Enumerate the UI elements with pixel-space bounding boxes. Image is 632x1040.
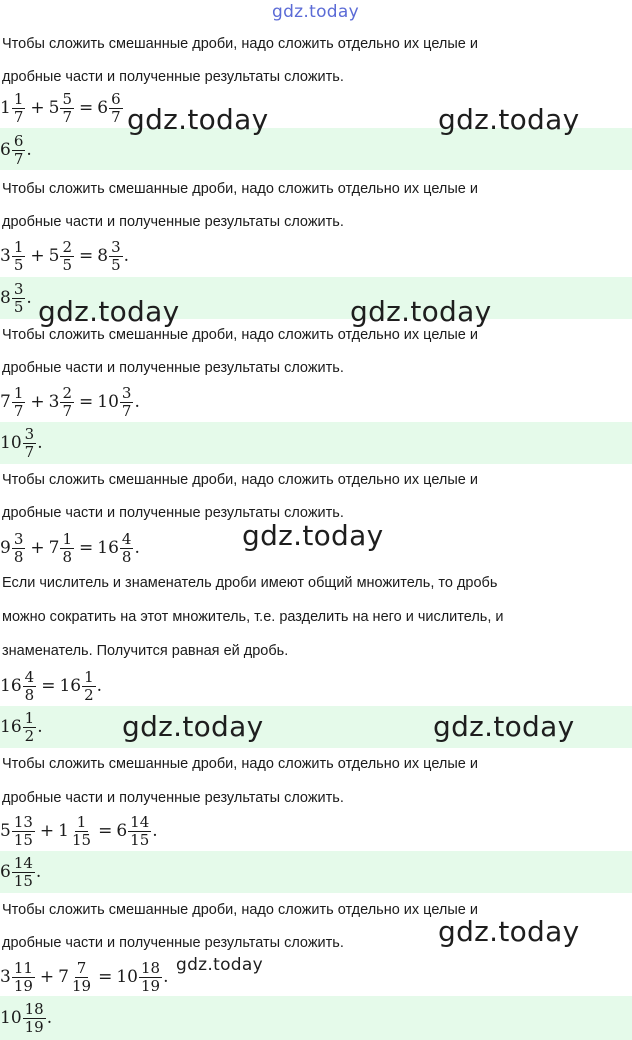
fraction xyxy=(120,529,134,566)
fraction xyxy=(12,131,26,168)
plus-sign: + xyxy=(39,967,55,987)
period: . xyxy=(26,140,32,160)
answer-expression xyxy=(0,852,41,892)
math-expression xyxy=(0,666,102,706)
fraction xyxy=(70,812,93,849)
denominator: 5 xyxy=(111,255,121,274)
fraction xyxy=(12,237,26,274)
numerator: 3 xyxy=(111,237,121,256)
watermark: gdz.today xyxy=(176,955,263,975)
denominator: 8 xyxy=(62,547,72,566)
numerator: 1 xyxy=(13,383,24,402)
whole-part: 9 xyxy=(0,538,11,558)
denominator: 2 xyxy=(24,726,35,745)
whole-part: 16 xyxy=(0,676,22,696)
rule-text: Чтобы сложить смешанные дроби, надо сложить отдельно их целые и xyxy=(2,472,478,488)
fraction xyxy=(12,383,26,420)
fraction xyxy=(12,812,35,849)
rule-text: можно сократить на этот множитель, т.е. разделить на него и числитель, и xyxy=(2,609,504,625)
whole-part: 1 xyxy=(58,821,69,841)
rule-text: Чтобы сложить смешанные дроби, надо сложить отдельно их целые и xyxy=(2,902,478,918)
period: . xyxy=(37,433,43,453)
denominator: 7 xyxy=(121,401,132,420)
denominator: 15 xyxy=(130,830,150,849)
period: . xyxy=(134,538,140,558)
rule-text: Чтобы сложить смешанные дроби, надо сложить отдельно их целые и xyxy=(2,756,478,772)
denominator: 5 xyxy=(13,297,24,316)
rule-text: дробные части и полученные результаты сложить. xyxy=(2,360,344,376)
answer-expression xyxy=(0,998,52,1038)
plus-sign: + xyxy=(30,246,45,266)
numerator: 14 xyxy=(130,812,150,831)
equals-sign: = xyxy=(41,676,56,696)
whole-part: 10 xyxy=(116,967,138,987)
answer-expression xyxy=(0,278,32,318)
whole-part: 10 xyxy=(97,392,119,412)
watermark: gdz.today xyxy=(350,295,492,328)
fraction xyxy=(60,89,74,126)
numerator: 6 xyxy=(111,89,121,108)
denominator: 8 xyxy=(24,685,35,704)
site-logo[interactable]: gdz.today xyxy=(272,2,359,22)
math-expression xyxy=(0,528,140,568)
numerator: 1 xyxy=(76,812,87,831)
numerator: 7 xyxy=(76,958,87,977)
answer-highlight xyxy=(0,996,632,1040)
denominator: 8 xyxy=(121,547,132,566)
answer-highlight xyxy=(0,422,632,464)
fraction xyxy=(109,237,123,274)
rule-text: дробные части и полученные результаты сложить. xyxy=(2,69,344,85)
denominator: 2 xyxy=(84,685,94,704)
rule-text: Чтобы сложить смешанные дроби, надо сложить отдельно их целые и xyxy=(2,36,478,52)
numerator: 5 xyxy=(62,89,72,108)
whole-part: 5 xyxy=(48,98,60,118)
watermark: gdz.today xyxy=(127,103,269,136)
fraction xyxy=(109,89,123,126)
numerator: 18 xyxy=(24,999,44,1018)
whole-part: 1 xyxy=(0,98,11,118)
numerator: 3 xyxy=(121,383,132,402)
period: . xyxy=(123,246,130,266)
plus-sign: + xyxy=(30,538,45,558)
period: . xyxy=(152,821,158,841)
fraction xyxy=(23,667,37,704)
watermark: gdz.today xyxy=(122,710,264,743)
period: . xyxy=(37,717,43,737)
rule-text: Чтобы сложить смешанные дроби, надо сложить отдельно их целые и xyxy=(2,181,478,197)
whole-part: 7 xyxy=(48,538,60,558)
fraction xyxy=(12,529,26,566)
numerator: 1 xyxy=(13,237,24,256)
numerator: 6 xyxy=(13,131,24,150)
watermark: gdz.today xyxy=(242,519,384,552)
numerator: 11 xyxy=(13,958,33,977)
fraction xyxy=(60,237,74,274)
fraction xyxy=(23,708,37,745)
watermark: gdz.today xyxy=(438,915,580,948)
fraction xyxy=(120,383,134,420)
denominator: 5 xyxy=(62,255,72,274)
denominator: 5 xyxy=(13,255,24,274)
denominator: 8 xyxy=(13,547,24,566)
fraction xyxy=(12,853,35,890)
math-expression xyxy=(0,811,158,851)
rule-text: дробные части и полученные результаты сложить. xyxy=(2,935,344,951)
numerator: 3 xyxy=(13,529,24,548)
equals-sign: = xyxy=(79,246,94,266)
whole-part: 5 xyxy=(48,246,60,266)
numerator: 14 xyxy=(13,853,33,872)
equals-sign: = xyxy=(79,98,94,118)
fraction xyxy=(23,424,37,461)
math-expression xyxy=(0,382,140,422)
answer-expression xyxy=(0,423,43,463)
whole-part: 3 xyxy=(48,392,60,412)
period: . xyxy=(96,676,103,696)
whole-part: 6 xyxy=(116,821,128,841)
numerator: 1 xyxy=(24,708,35,727)
whole-part: 6 xyxy=(0,140,11,160)
rule-text: дробные части и полученные результаты сложить. xyxy=(2,214,344,230)
fraction xyxy=(60,529,74,566)
denominator: 7 xyxy=(13,107,24,126)
whole-part: 16 xyxy=(0,717,22,737)
equals-sign: = xyxy=(79,538,94,558)
denominator: 19 xyxy=(140,976,161,995)
math-expression xyxy=(0,236,129,276)
numerator: 3 xyxy=(13,279,24,298)
denominator: 19 xyxy=(24,1017,44,1036)
math-expression xyxy=(0,88,124,128)
fraction xyxy=(12,279,26,316)
rule-text: знаменатель. Получится равная ей дробь. xyxy=(2,643,289,659)
whole-part: 6 xyxy=(0,862,11,882)
whole-part: 6 xyxy=(97,98,109,118)
numerator: 4 xyxy=(121,529,132,548)
rule-text: Если числитель и знаменатель дроби имеют общий множитель, то дробь xyxy=(2,575,498,591)
numerator: 2 xyxy=(62,383,72,402)
denominator: 15 xyxy=(13,830,33,849)
denominator: 15 xyxy=(72,830,92,849)
period: . xyxy=(46,1008,53,1028)
period: . xyxy=(35,862,42,882)
whole-part: 8 xyxy=(0,288,11,308)
fraction xyxy=(70,958,93,995)
denominator: 19 xyxy=(72,976,92,995)
numerator: 18 xyxy=(140,958,161,977)
period: . xyxy=(163,967,169,987)
fraction xyxy=(82,667,96,704)
numerator: 2 xyxy=(62,237,72,256)
whole-part: 7 xyxy=(58,967,69,987)
numerator: 3 xyxy=(24,424,35,443)
fraction xyxy=(60,383,74,420)
fraction xyxy=(23,999,46,1036)
whole-part: 5 xyxy=(0,821,11,841)
whole-part: 3 xyxy=(0,967,11,987)
numerator: 1 xyxy=(13,89,24,108)
watermark: gdz.today xyxy=(38,295,180,328)
plus-sign: + xyxy=(30,392,45,412)
watermark: gdz.today xyxy=(433,710,575,743)
whole-part: 7 xyxy=(0,392,11,412)
period: . xyxy=(134,392,140,412)
watermark: gdz.today xyxy=(438,103,580,136)
plus-sign: + xyxy=(30,98,45,118)
numerator: 13 xyxy=(13,812,33,831)
whole-part: 3 xyxy=(0,246,11,266)
fraction xyxy=(128,812,151,849)
fraction xyxy=(139,958,162,995)
rule-text: Чтобы сложить смешанные дроби, надо сложить отдельно их целые и xyxy=(2,327,478,343)
rule-text: дробные части и полученные результаты сложить. xyxy=(2,505,344,521)
denominator: 7 xyxy=(13,149,24,168)
answer-expression xyxy=(0,707,43,747)
rule-text: дробные части и полученные результаты сложить. xyxy=(2,790,344,806)
answer-highlight xyxy=(0,851,632,893)
equals-sign: = xyxy=(98,821,113,841)
denominator: 7 xyxy=(62,401,72,420)
equals-sign: = xyxy=(98,967,113,987)
answer-expression xyxy=(0,130,32,170)
numerator: 4 xyxy=(24,667,35,686)
denominator: 7 xyxy=(13,401,24,420)
whole-part: 8 xyxy=(97,246,109,266)
whole-part: 10 xyxy=(0,433,22,453)
denominator: 7 xyxy=(111,107,121,126)
period: . xyxy=(26,288,32,308)
plus-sign: + xyxy=(39,821,55,841)
numerator: 1 xyxy=(84,667,94,686)
fraction xyxy=(12,89,26,126)
whole-part: 16 xyxy=(59,676,82,696)
denominator: 7 xyxy=(24,442,35,461)
denominator: 15 xyxy=(13,871,33,890)
whole-part: 10 xyxy=(0,1008,22,1028)
denominator: 19 xyxy=(13,976,33,995)
equals-sign: = xyxy=(79,392,94,412)
math-expression xyxy=(0,957,168,997)
whole-part: 16 xyxy=(97,538,119,558)
fraction xyxy=(12,958,35,995)
denominator: 7 xyxy=(62,107,72,126)
numerator: 1 xyxy=(62,529,72,548)
